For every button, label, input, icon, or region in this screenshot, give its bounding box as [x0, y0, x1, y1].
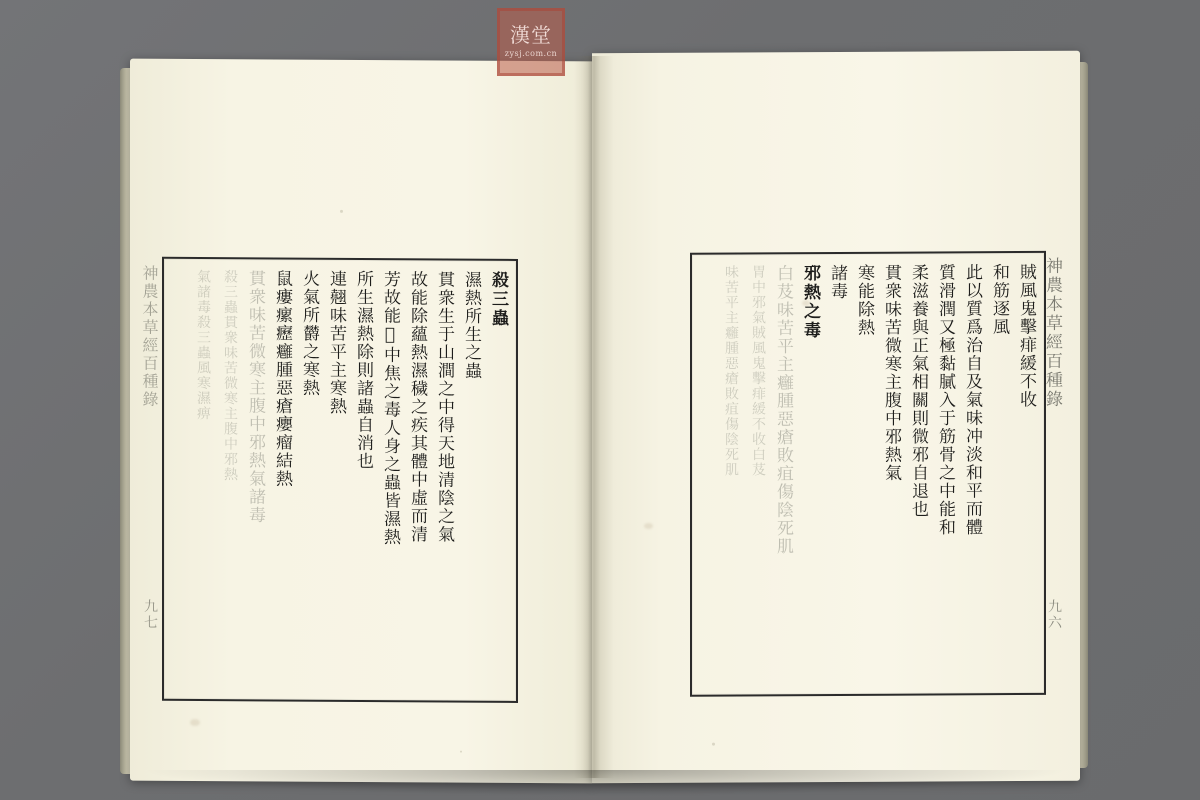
- text-column: 質滑潤又極黏膩入于筋骨之中能和: [935, 263, 955, 537]
- text-column: 濕熱所生之蟲: [461, 270, 481, 380]
- book-drop-shadow: [140, 770, 1070, 796]
- text-column: 賊風鬼擊痱緩不收: [1016, 262, 1036, 409]
- paper-speck: [340, 210, 343, 213]
- text-column: 鼠瘻瘰癧癰腫惡瘡癭瘤結熱: [272, 269, 292, 488]
- show-through-column: 味苦平主癰腫惡瘡敗疽傷陰死肌: [723, 264, 739, 478]
- text-column: 此以質爲治自及氣味冲淡和平而體: [962, 263, 982, 537]
- text-column: 殺三蟲: [488, 270, 508, 328]
- show-through-column: 胃中邪氣賊風鬼擊痱緩不收白芨: [750, 264, 766, 478]
- collection-seal: [497, 8, 565, 76]
- paper-speck: [460, 751, 462, 753]
- text-column: 所生濕熱除則諸蟲自消也: [353, 269, 373, 471]
- seal-label: 漢堂: [510, 23, 552, 48]
- open-book: [130, 22, 1080, 782]
- right-column-group: [692, 253, 1044, 695]
- show-through-column: 白芨味苦平主癰腫惡瘡敗疽傷陰死肌: [773, 264, 793, 556]
- right-text-frame: [690, 251, 1046, 697]
- text-column: 諸毒: [827, 263, 847, 301]
- text-column: 和筋逐風: [989, 263, 1009, 337]
- text-column: 柔滋養與正氣相關則微邪自退也: [908, 263, 928, 519]
- paper-speck: [712, 743, 715, 746]
- paper-foxing-spot: [190, 719, 200, 726]
- show-through-column: 氣諸毒殺三蟲風寒濕痹: [195, 268, 211, 422]
- paper-foxing-spot: [644, 523, 653, 529]
- left-page-folio: 九七: [142, 598, 158, 631]
- text-column: 寒能除熱: [854, 263, 874, 337]
- show-through-column: 貫衆味苦微寒主腹中邪熱氣諸毒: [245, 269, 265, 525]
- left-column-group: [164, 259, 516, 701]
- right-page-folio: 九六: [1046, 598, 1062, 631]
- paper-foxing-spot: [802, 300, 810, 306]
- right-page: [592, 51, 1080, 784]
- right-page-margin-title: 神農本草經百種錄: [1042, 256, 1062, 409]
- text-column: 貫衆生于山澗之中得天地清陰之氣: [434, 270, 454, 544]
- text-column: 連翹味苦平主寒熱: [326, 269, 346, 416]
- text-column: 故能除蘊熱濕穢之疾其體中虛而清: [407, 270, 427, 544]
- show-through-column: 殺三蟲貫衆味苦微寒主腹中邪熱: [222, 269, 238, 483]
- text-column: 火氣所欝之寒熱: [299, 269, 319, 398]
- left-text-frame: [162, 257, 518, 703]
- left-page-margin-title: 神農本草經百種錄: [140, 264, 159, 409]
- left-page: [130, 59, 592, 784]
- seal-sublabel: zysj.com.cn: [504, 49, 558, 59]
- text-column: 貫衆味苦微寒主腹中邪熱氣: [881, 263, 901, 483]
- text-column: 芳故能𤃍中焦之毒人身之蟲皆濕熱: [380, 270, 400, 547]
- text-column: 邪熱之毒: [800, 264, 820, 341]
- book-gutter-shadow: [574, 56, 614, 778]
